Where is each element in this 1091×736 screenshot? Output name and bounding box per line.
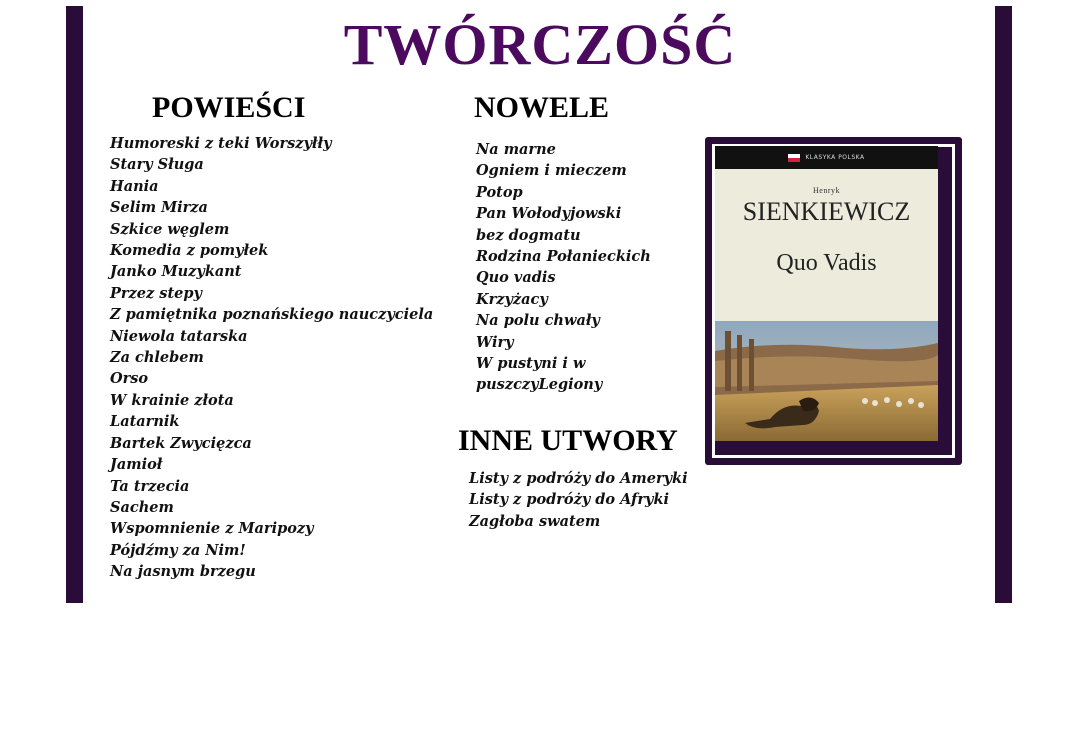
list-item: Na polu chwały (476, 312, 600, 330)
list-item: bez dogmatu (476, 226, 581, 244)
cover-series-label: KLASYKA POLSKA (805, 154, 865, 161)
cover-series-bar (715, 146, 938, 169)
list-item: Listy z podróży do Ameryki (469, 470, 688, 487)
list-item: Za chlebem (110, 349, 204, 367)
list-item: Komedia z pomyłek (110, 242, 269, 260)
inne-utwory-list (469, 468, 699, 532)
list-item: Latarnik (110, 413, 180, 431)
book-cover-frame (705, 137, 962, 465)
list-item: Rodzina Połanieckich (476, 248, 651, 266)
powiesci-list (110, 133, 460, 583)
list-item: Na marne (476, 141, 556, 158)
book-cover (715, 146, 938, 441)
list-item: Pan Wołodyjowski (476, 205, 622, 223)
list-item: Na jasnym brzegu (110, 563, 256, 581)
cover-author-first-name: Henryk (813, 186, 840, 195)
list-item: Niewola tatarska (110, 327, 248, 345)
list-item: Wspomnienie z Maripozy (110, 520, 314, 538)
list-item: Z pamiętnika poznańskiego nauczyciela (110, 306, 434, 324)
list-item: Pójdźmy za Nim! (110, 541, 246, 559)
list-item: Quo vadis (476, 269, 556, 287)
list-item: Przez stepy (110, 284, 202, 302)
list-item: Janko Muzykant (110, 263, 242, 281)
list-item: W krainie złota (110, 391, 234, 409)
colosseum-painting-image (715, 321, 938, 441)
list-item: Sachem (110, 498, 174, 516)
left-border-bar (66, 6, 83, 603)
cover-author-last-name: SIENKIEWICZ (742, 197, 911, 226)
list-item: Listy z podróży do Afryki (469, 491, 669, 509)
nowele-list (476, 139, 686, 396)
list-item: Wiry (476, 333, 514, 351)
list-item: Jamioł (110, 456, 163, 474)
list-item: Ta trzecia (110, 477, 190, 495)
list-item: Humoreski z teki Worszyłły (110, 135, 332, 152)
list-item: W pustyni i w puszczyLegiony (476, 355, 603, 394)
list-item: Potop (476, 183, 523, 201)
list-item: Zagłoba swatem (469, 512, 601, 530)
right-border-bar (995, 6, 1012, 603)
page-title: TWÓRCZOŚĆ (343, 12, 737, 77)
list-item: Szkice węglem (110, 220, 230, 238)
list-item: Orso (110, 370, 149, 388)
list-item: Hania (110, 177, 159, 195)
list-item: Krzyżacy (476, 290, 548, 308)
inne-utwory-heading: INNE UTWORY (458, 424, 678, 457)
nowele-heading: NOWELE (474, 91, 610, 124)
powiesci-heading: POWIEŚCI (152, 91, 306, 124)
cover-book-title: Quo Vadis (776, 250, 877, 276)
list-item: Stary Sługa (110, 156, 204, 174)
list-item: Selim Mirza (110, 199, 208, 217)
polish-flag-icon (788, 154, 800, 162)
list-item: Bartek Zwycięzca (110, 434, 252, 452)
list-item: Ogniem i mieczem (476, 162, 627, 180)
